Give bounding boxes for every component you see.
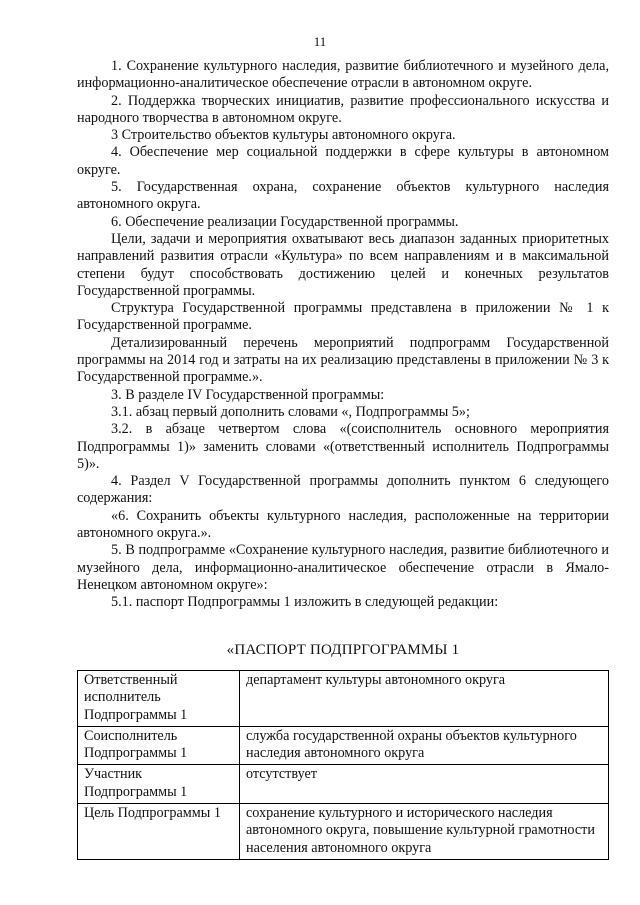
row-value: отсутствует [240, 765, 609, 804]
table-row [78, 726, 609, 765]
row-value: служба государственной охраны объектов культурного наследия автономного округа [240, 726, 609, 765]
row-value: сохранение культурного и исторического наследия автономного округа, повышение культурной грамотности населения автономного округа [240, 804, 609, 860]
paragraph: 5.1. паспорт Подпрограммы 1 изложить в следующей редакции: [111, 594, 499, 611]
paragraph: 1. Сохранение культурного наследия, развитие библиотечного и музейного дела, информационно-аналитическое обеспечение отрасли в автономном округе. [77, 58, 609, 92]
paragraph: 3.2. в абзаце четвертом слова «(соисполнитель основного мероприятия Подпрограммы 1)» заменить словами «(ответственный исполнитель Подпрограммы 5)». [77, 421, 609, 472]
row-value: департамент культуры автономного округа [240, 671, 609, 727]
paragraph: 3 Строительство объектов культуры автономного округа. [111, 127, 456, 144]
paragraph: Цели, задачи и мероприятия охватывают весь диапазон заданных приоритетных направлений развития отрасли «Культура» по всем направлениям и в максимальной степени будут способствовать достижению целей и конечных результатов Государственной программы. [77, 230, 609, 299]
table-row [78, 671, 609, 727]
paragraph: 6. Обеспечение реализации Государственной программы. [111, 213, 459, 230]
paragraph: 2. Поддержка творческих инициатив, развитие профессионального искусства и народного творчества в автономном округе. [77, 92, 609, 126]
paragraph: «6. Сохранить объекты культурного наследия, расположенные на территории автономного округа.». [77, 507, 609, 542]
document-body [77, 58, 609, 612]
row-label: Ответственный исполнитель Подпрограммы 1 [78, 671, 240, 727]
paragraph: Детализированный перечень мероприятий подпрограмм Государственной программы на 2014 год и затраты на их реализацию представлены в приложении № 3 к Государственной программе.». [77, 334, 609, 386]
passport-title: «ПАСПОРТ ПОДПРГОГРАММЫ 1 [226, 642, 460, 658]
row-label: Участник Подпрограммы 1 [78, 765, 240, 804]
row-label: Цель Подпрограммы 1 [78, 804, 240, 860]
row-label: Соисполнитель Подпрограммы 1 [78, 726, 240, 765]
paragraph: Структура Государственной программы представлена в приложении № 1 к Государственной программе. [77, 300, 609, 334]
paragraph: 4. Обеспечение мер социальной поддержки в сфере культуры в автономном округе. [77, 144, 609, 178]
paragraph: 3.1. абзац первый дополнить словами «, Подпрограммы 5»; [111, 403, 470, 420]
paragraph: 5. В подпрограмме «Сохранение культурного наследия, развитие библиотечного и музейного дела, информационно-аналитическое обеспечение отрасли в Ямало-Ненецком автономном округе»: [77, 542, 609, 593]
table-row [78, 765, 609, 804]
paragraph: 5. Государственная охрана, сохранение объектов культурного наследия автономного округа. [77, 179, 609, 213]
paragraph: 3. В разделе IV Государственной программы: [111, 386, 385, 403]
paragraph: 4. Раздел V Государственной программы дополнить пунктом 6 следующего содержания: [77, 473, 609, 507]
page-number: 11 [313, 34, 327, 49]
table-row [78, 804, 609, 860]
passport-table [77, 670, 609, 860]
